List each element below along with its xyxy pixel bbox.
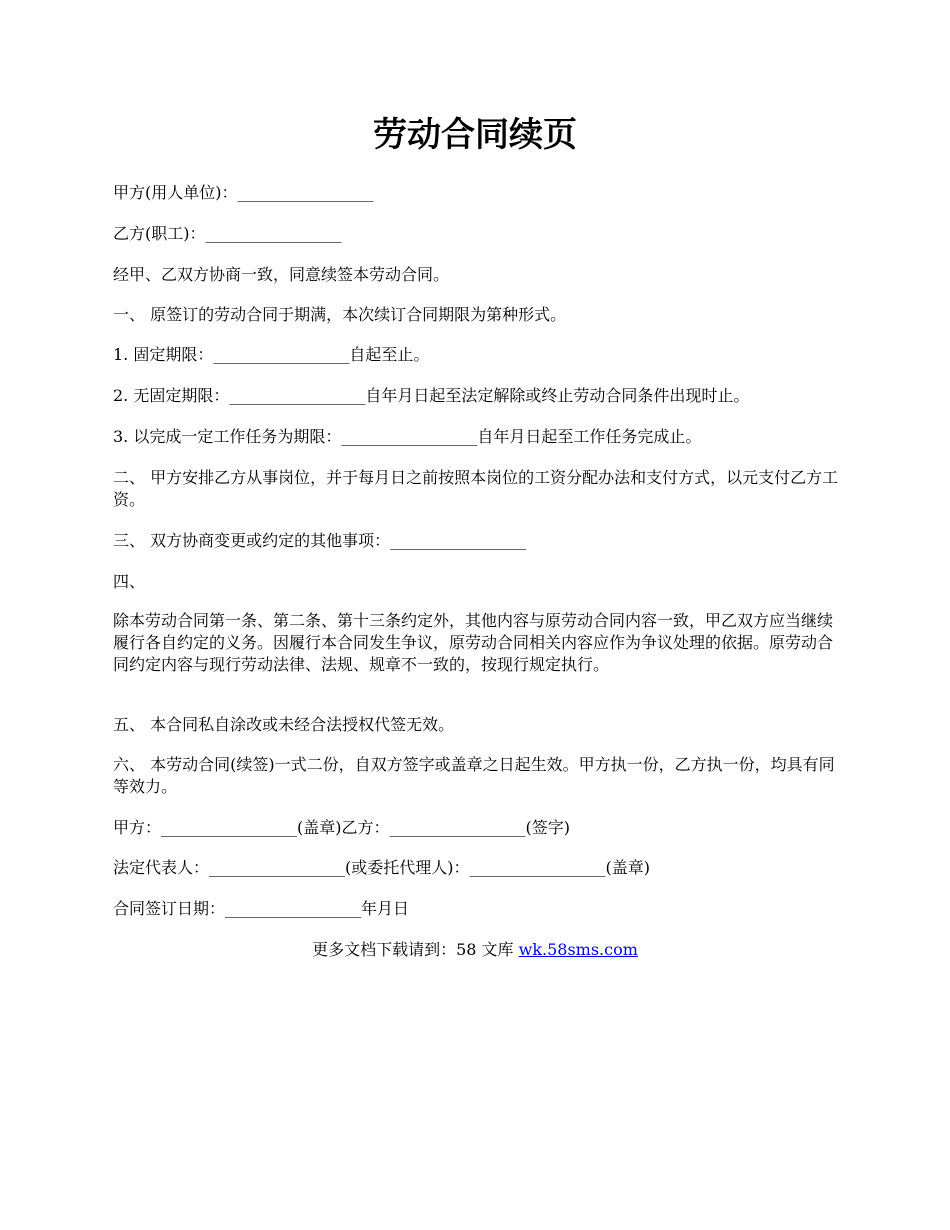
clause-2: 二、 甲方安排乙方从事岗位，并于每月日之前按照本岗位的工资分配办法和支付方式，以元支付乙方工资。 <box>113 468 839 509</box>
clause-1-option-2: 2. 无固定期限：_________________自年月日起至法定解除或终止劳动合同条件出现时止。 <box>113 386 750 405</box>
footer-text: 更多文档下载请到：58 文库 <box>312 940 519 959</box>
document-title: 劳动合同续页 <box>373 115 577 155</box>
clause-1-option-3: 3. 以完成一定工作任务为期限：_________________自年月日起至工作任务完成止。 <box>113 427 702 446</box>
footer-link[interactable]: wk.58sms.com <box>518 940 638 959</box>
clause-5: 五、 本合同私自涂改或未经合法授权代签无效。 <box>113 715 455 734</box>
clause-4-body: 除本劳动合同第一条、第二条、第十三条约定外，其他内容与原劳动合同内容一致，甲乙双方应当继续履行各自约定的义务。因履行本合同发生争议，原劳动合同相关内容应作为争议处理的依据。原劳动合同约定内容与现行劳动法律、法规、规章不一致的，按现行规定执行。 <box>113 611 834 674</box>
signature-line: 甲方：_________________(盖章)乙方：_________________(签字) <box>113 818 570 837</box>
clause-6: 六、 本劳动合同(续签)一式二份，自双方签字或盖章之日起生效。甲方执一份，乙方执一份，均具有同等效力。 <box>113 755 835 796</box>
clause-4-heading: 四、 <box>113 572 146 591</box>
representative-line: 法定代表人：_________________(或委托代理人)：_________________(盖章) <box>113 858 650 877</box>
clause-3: 三、 双方协商变更或约定的其他事项：_________________ <box>113 531 527 550</box>
agreement-intro: 经甲、乙双方协商一致，同意续签本劳动合同。 <box>113 265 450 284</box>
footer <box>0 939 950 961</box>
clause-1: 一、 原签订的劳动合同于期满，本次续订合同期限为第种形式。 <box>113 305 567 324</box>
clause-1-option-1: 1. 固定期限：_________________自起至止。 <box>113 345 430 364</box>
signing-date-line: 合同签订日期：_________________年月日 <box>113 899 410 918</box>
party-a-line: 甲方(用人单位)：_________________ <box>113 183 374 202</box>
party-b-line: 乙方(职工)：_________________ <box>113 224 342 243</box>
